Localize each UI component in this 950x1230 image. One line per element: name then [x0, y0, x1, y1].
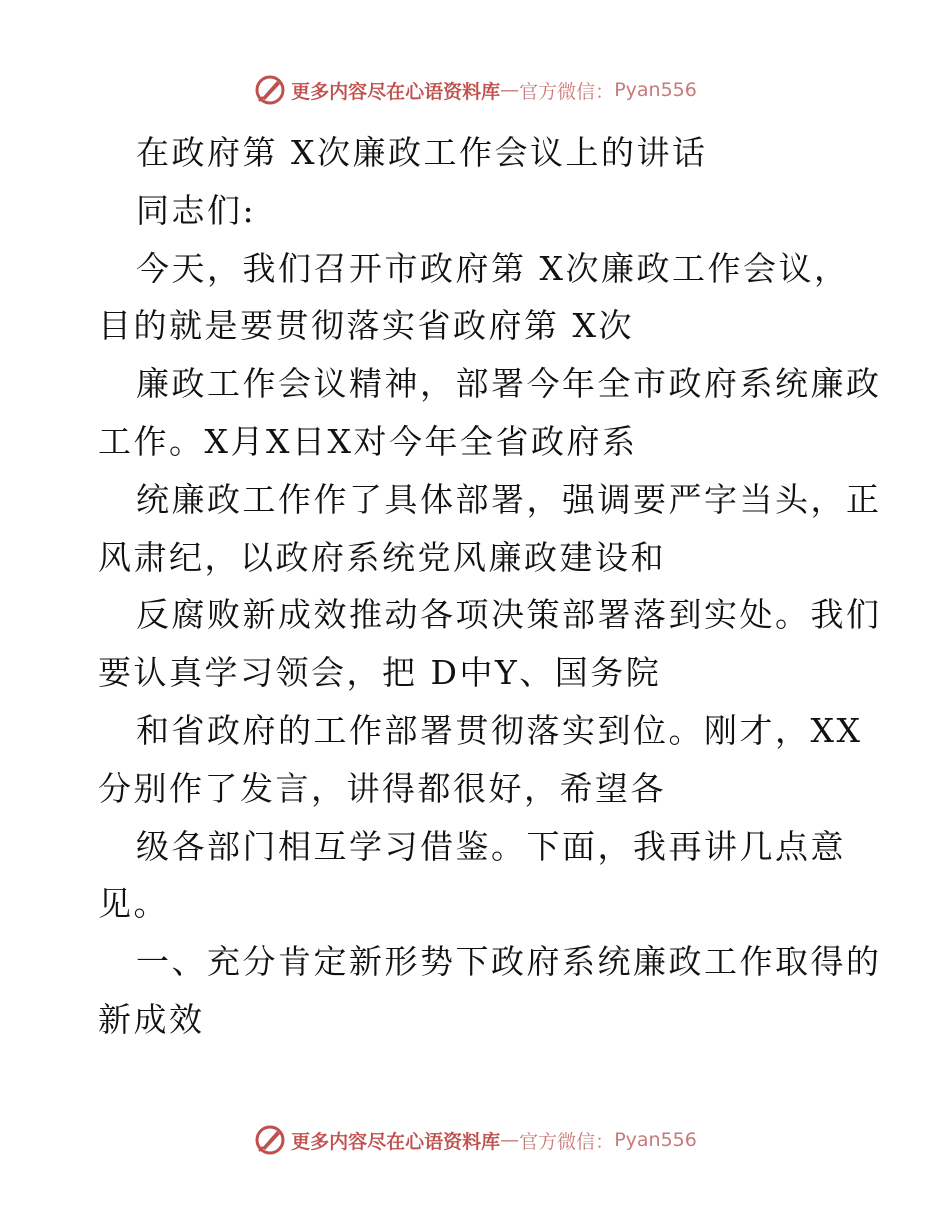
banner-dash: — — [500, 1129, 520, 1151]
banner-wechat-id: Pyan556 — [614, 79, 697, 101]
section-heading-continued: 新成效 — [98, 999, 205, 1039]
document-body — [98, 124, 882, 1049]
document-title: 在政府第 X次廉政工作会议上的讲话 — [136, 133, 708, 172]
text-line: 分别作了发言，讲得都很好，希望各 — [98, 768, 666, 808]
banner-wechat-label: 官方微信： — [519, 1130, 615, 1153]
text-line: 见。 — [98, 884, 169, 924]
text-line: 反腐败新成效推动各项决策部署落到实处。我们 — [136, 595, 882, 635]
text-line: 级各部门相互学习借鉴。下面，我再讲几点意 — [136, 826, 846, 866]
text-line: 廉政工作会议精神，部署今年全市政府系统廉政 — [136, 364, 882, 404]
feather-pen-logo-icon — [253, 1123, 287, 1157]
banner-wechat-label: 官方微信： — [519, 80, 615, 103]
section-heading: 一、充分肯定新形势下政府系统廉政工作取得的 — [136, 942, 882, 982]
text-line: 风肃纪，以政府系统党风廉政建设和 — [98, 537, 666, 577]
text-line: 统廉政工作作了具体部署，强调要严字当头，正 — [136, 479, 882, 519]
banner-main-text: 更多内容尽在心语资料库 — [291, 1130, 501, 1153]
banner-wechat-id: Pyan556 — [614, 1129, 697, 1151]
banner-dash: — — [500, 79, 520, 101]
feather-pen-logo-icon — [253, 73, 287, 107]
text-line: 要认真学习领会，把 D中Y、国务院 — [98, 653, 662, 693]
text-line: 今天，我们召开市政府第 X次廉政工作会议， — [136, 248, 850, 288]
footer-watermark-banner — [0, 1120, 950, 1160]
banner-main-text: 更多内容尽在心语资料库 — [291, 80, 501, 103]
text-line: 和省政府的工作部署贯彻落实到位。刚才，XX — [136, 710, 863, 750]
header-watermark-banner — [0, 70, 950, 110]
text-line: 目的就是要贯彻落实省政府第 X次 — [98, 306, 634, 346]
text-line: 工作。X月X日X对今年全省政府系 — [98, 421, 638, 461]
salutation: 同志们: — [136, 190, 257, 230]
